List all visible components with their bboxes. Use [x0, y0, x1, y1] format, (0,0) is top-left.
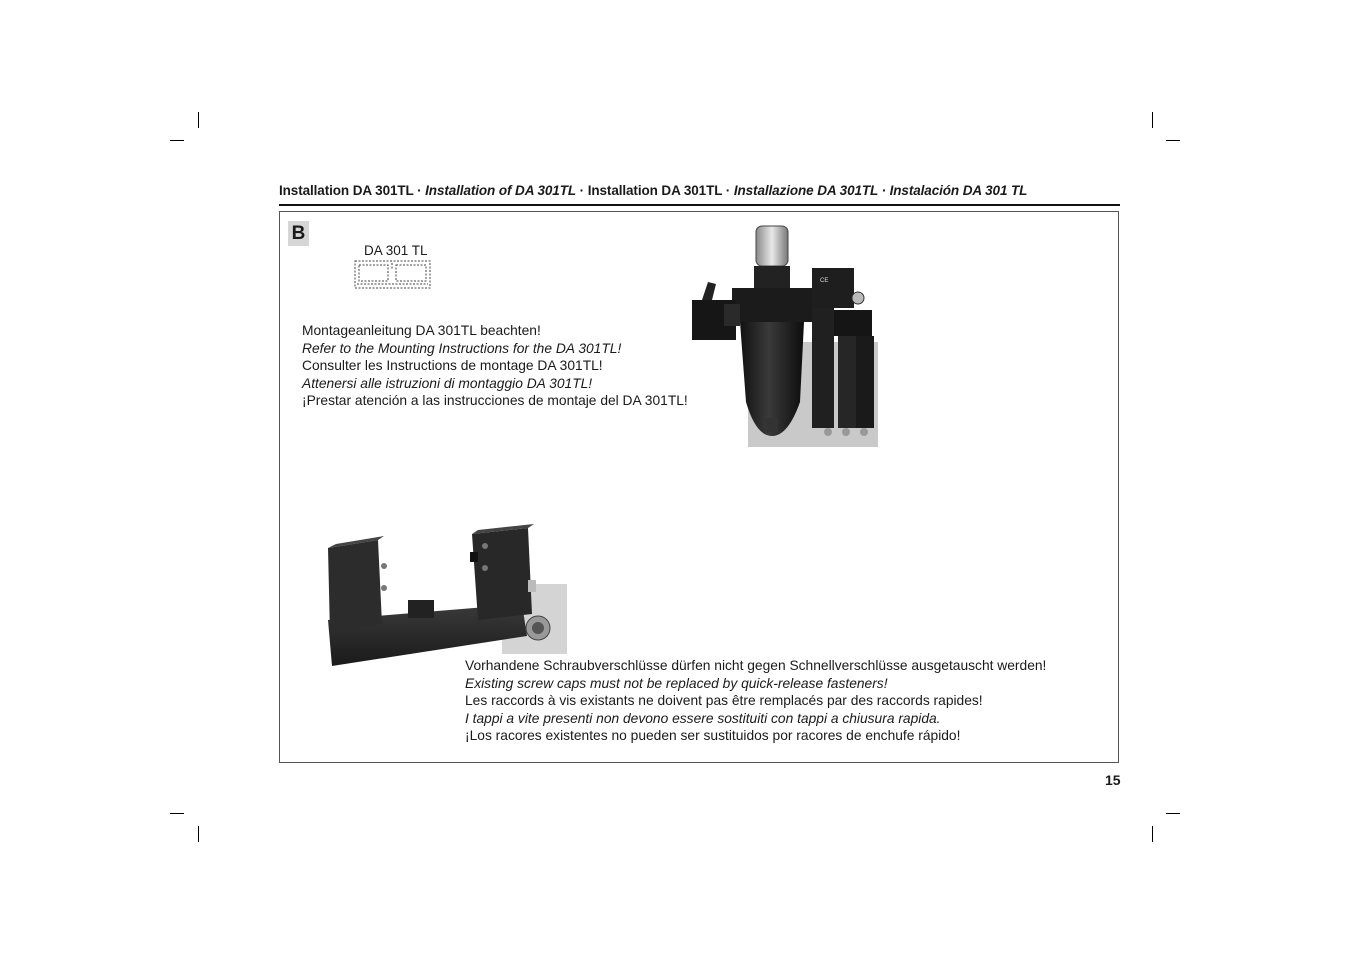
page-header — [279, 183, 1120, 198]
crop-mark — [1166, 813, 1180, 814]
header-rule — [279, 204, 1120, 206]
svg-text:CE: CE — [820, 278, 829, 284]
note-line: ¡Los racores existentes no pueden ser sustituidos por racores de enchufe rápido! — [465, 728, 961, 743]
device-label: DA 301 TL — [364, 243, 428, 258]
header-part: Installation DA 301TL · — [279, 183, 426, 198]
note-line: ¡Prestar atención a las instrucciones de montaje del DA 301TL! — [302, 393, 688, 408]
crop-mark — [1166, 140, 1180, 141]
note-line: Refer to the Mounting Instructions for the DA 301TL! — [302, 340, 622, 356]
header-part: · Installation DA 301TL · — [576, 183, 734, 198]
da301tl-photo — [322, 524, 567, 674]
header-part: Installation of DA 301TL — [425, 183, 577, 198]
screw-cap-note — [465, 657, 1046, 745]
crop-mark — [198, 112, 199, 128]
crop-mark — [1152, 826, 1153, 842]
crop-mark — [170, 813, 184, 814]
section-badge: B — [288, 221, 309, 246]
note-line: I tappi a vite presenti non devono essere sostituiti con tappi a chiusura rapida. — [465, 710, 941, 726]
mounting-note — [302, 322, 688, 410]
page-number: 15 — [1105, 772, 1121, 788]
note-line: Attenersi alle istruzioni di montaggio DA 301TL! — [302, 375, 593, 391]
note-line: Existing screw caps must not be replaced by quick-release fasteners! — [465, 675, 888, 691]
filter-regulator-photo — [688, 222, 878, 447]
crop-mark — [198, 826, 199, 842]
note-line: Montageanleitung DA 301TL beachten! — [302, 323, 541, 338]
header-part: Installazione DA 301TL · Instalación DA 301 TL — [733, 183, 1028, 198]
note-line: Consulter les Instructions de montage DA 301TL! — [302, 358, 603, 373]
note-line: Vorhandene Schraubverschlüsse dürfen nicht gegen Schnellverschlüsse ausgetauscht werden! — [465, 658, 1047, 673]
device-schematic-icon — [354, 260, 432, 290]
crop-mark — [1152, 112, 1153, 128]
crop-mark — [170, 140, 184, 141]
note-line: Les raccords à vis existants ne doivent pas être remplacés par des raccords rapides! — [465, 693, 983, 708]
